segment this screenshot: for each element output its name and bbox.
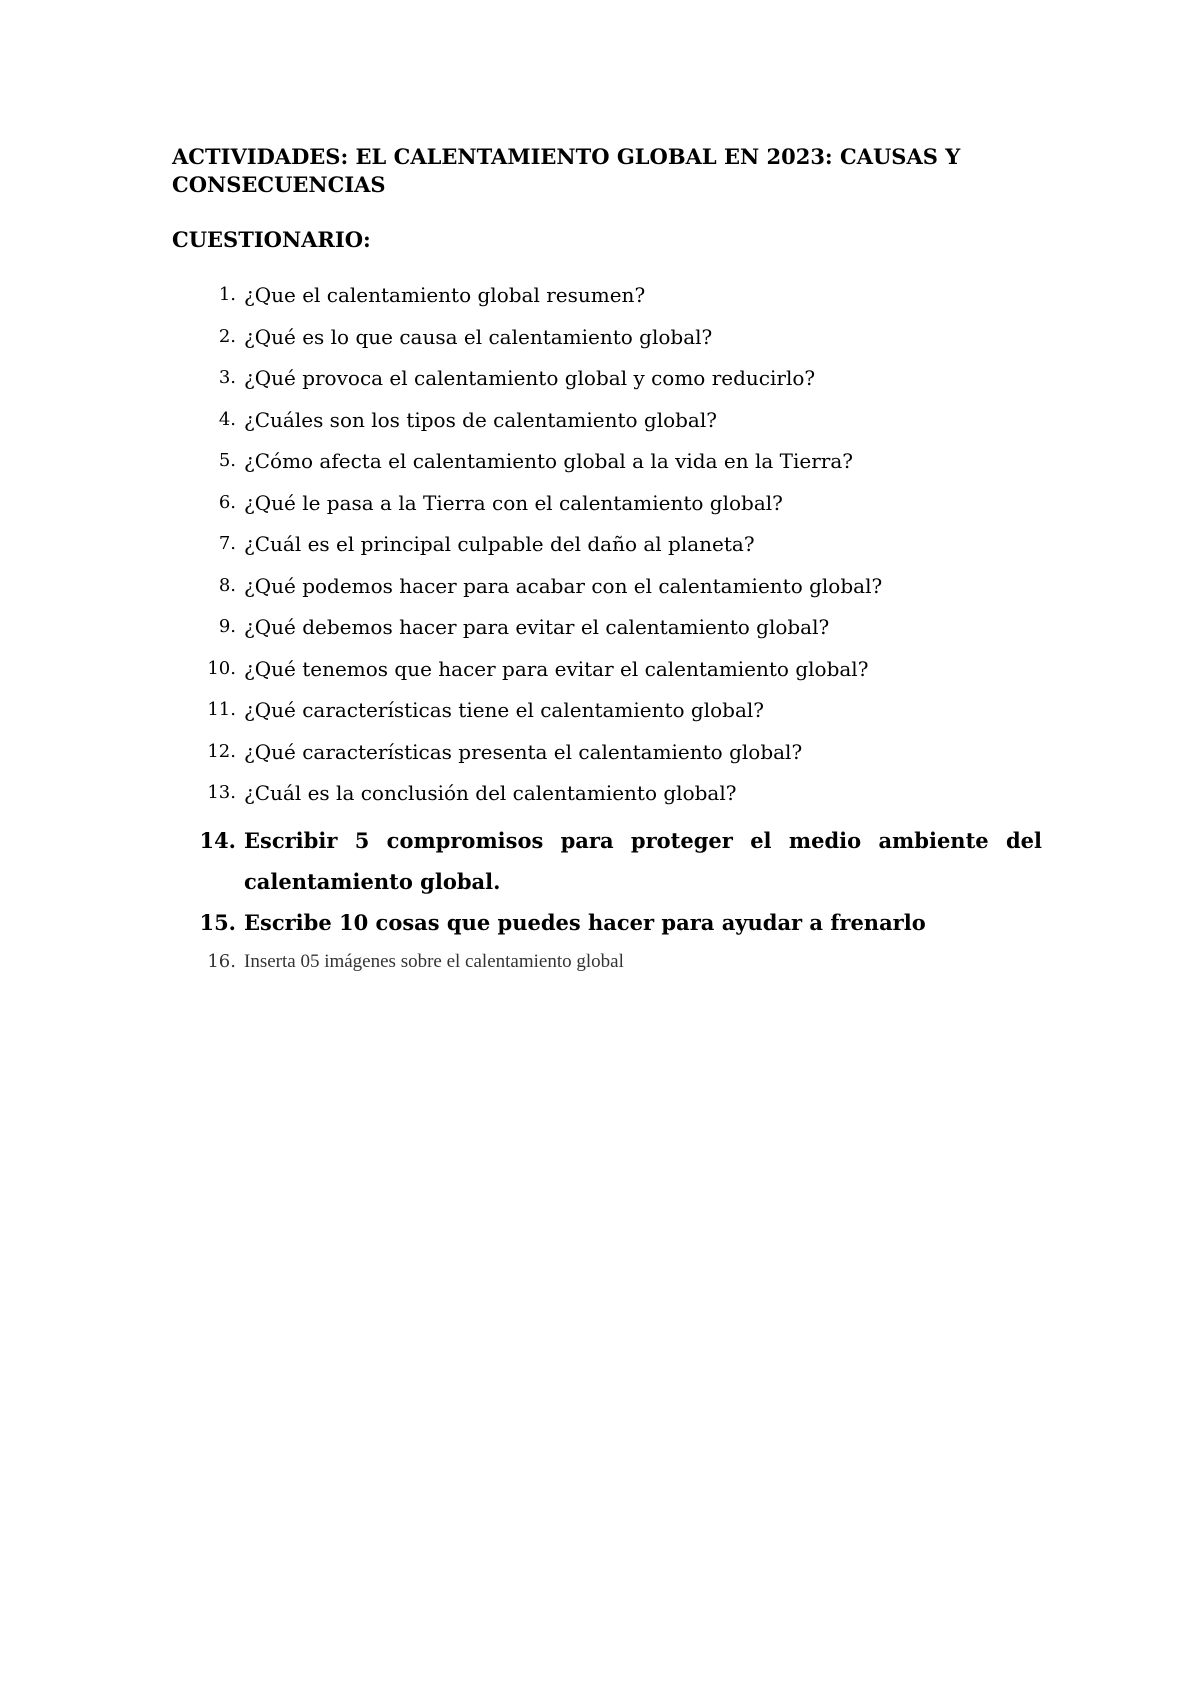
item-text: ¿Qué es lo que causa el calentamiento global? <box>244 324 713 349</box>
list-item <box>172 902 1042 943</box>
item-number: 1. <box>218 284 236 305</box>
item-number: 4. <box>218 408 236 430</box>
item-text: ¿Qué le pasa a la Tierra con el calentamiento global? <box>244 490 783 515</box>
item-number: 9. <box>218 616 236 637</box>
item-number: 11. <box>207 699 236 720</box>
item-text: ¿Cuáles son los tipos de calentamiento global? <box>244 407 717 432</box>
item-number: 10. <box>207 657 236 679</box>
list-item <box>172 820 1042 902</box>
list-item <box>172 778 1042 808</box>
item-number: 16. <box>207 950 236 972</box>
item-number: 5. <box>218 450 236 471</box>
document-title: ACTIVIDADES: EL CALENTAMIENTO GLOBAL EN 2023: CAUSAS Y CONSECUENCIAS <box>172 144 961 197</box>
list-item <box>172 571 1042 601</box>
list-item <box>172 280 1042 310</box>
item-text: ¿Qué características presenta el calentamiento global? <box>244 739 803 764</box>
item-number: 3. <box>218 367 236 388</box>
question-list <box>172 280 1042 988</box>
list-item <box>172 737 1042 767</box>
section-heading: CUESTIONARIO: <box>172 227 371 252</box>
list-item <box>172 612 1042 642</box>
list-item <box>172 695 1042 725</box>
item-text: Escribe 10 cosas que puedes hacer para ayudar a frenarlo <box>244 909 926 935</box>
item-number: 15. <box>199 909 236 935</box>
item-text: ¿Cómo afecta el calentamiento global a la vida en la Tierra? <box>244 449 853 473</box>
item-text: Escribir 5 compromisos para proteger el medio ambiente del calentamiento global. <box>244 827 1042 894</box>
list-item <box>172 322 1042 352</box>
list-item <box>172 654 1042 684</box>
list-item <box>172 363 1042 393</box>
item-text: ¿Que el calentamiento global resumen? <box>244 283 646 307</box>
list-item <box>172 405 1042 435</box>
list-item <box>172 446 1042 476</box>
item-text: Inserta 05 imágenes sobre el calentamiento global <box>244 950 624 972</box>
item-text: ¿Cuál es el principal culpable del daño al planeta? <box>244 532 755 556</box>
item-number: 14. <box>199 827 236 853</box>
item-number: 13. <box>207 782 236 803</box>
list-item <box>172 947 1042 977</box>
item-text: ¿Cuál es la conclusión del calentamiento global? <box>244 781 737 805</box>
item-number: 12. <box>207 740 236 762</box>
item-text: ¿Qué debemos hacer para evitar el calentamiento global? <box>244 615 830 639</box>
item-text: ¿Qué podemos hacer para acabar con el calentamiento global? <box>244 573 883 598</box>
list-item <box>172 529 1042 559</box>
item-text: ¿Qué tenemos que hacer para evitar el calentamiento global? <box>244 656 869 681</box>
item-number: 6. <box>218 491 236 513</box>
item-text: ¿Qué características tiene el calentamiento global? <box>244 698 765 722</box>
list-item <box>172 488 1042 518</box>
item-number: 2. <box>218 325 236 347</box>
item-text: ¿Qué provoca el calentamiento global y como reducirlo? <box>244 366 816 390</box>
item-number: 8. <box>218 574 236 596</box>
item-number: 7. <box>218 533 236 554</box>
